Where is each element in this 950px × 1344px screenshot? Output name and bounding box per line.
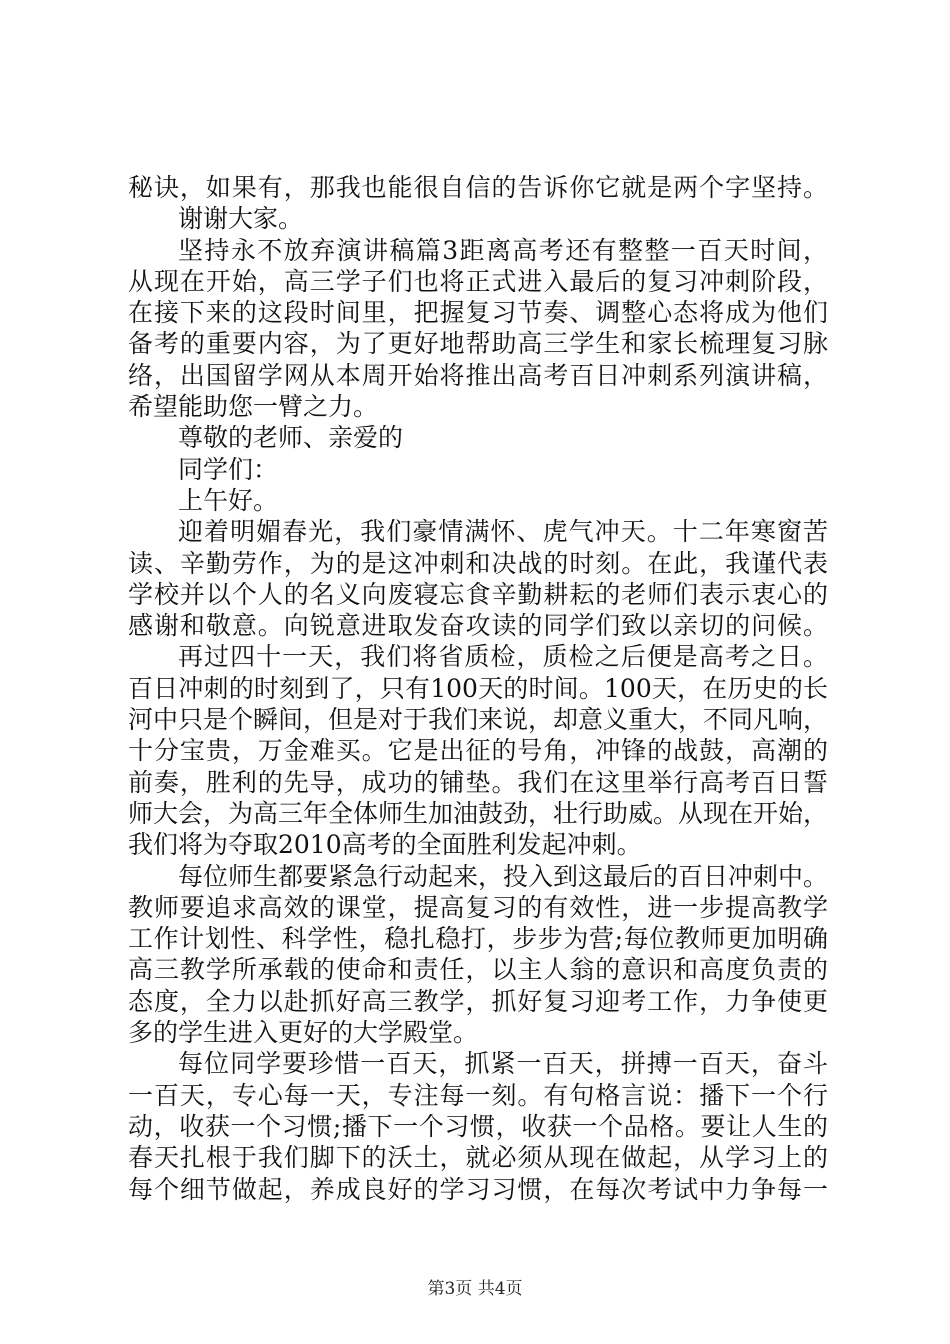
text-line: 从现在开始，高三学子们也将正式进入最后的复习冲刺阶段， [128, 266, 828, 296]
text-line: 一百天，专心每一天，专注每一刻。有句格言说：播下一个行 [128, 1080, 828, 1110]
text-line: 我们将为夺取2010高考的全面胜利发起冲刺。 [128, 830, 642, 860]
text-line: 在接下来的这段时间里，把握复习节奏、调整心态将成为他们 [128, 298, 828, 328]
text-line: 态度，全力以赴抓好高三教学，抓好复习迎考工作，力争使更 [128, 986, 828, 1016]
text-line: 教师要追求高效的课堂，提高复习的有效性，进一步提高教学 [128, 892, 828, 922]
text-line: 百日冲刺的时刻到了，只有100天的时间。100天，在历史的长 [128, 673, 828, 703]
text-line: 迎着明媚春光，我们豪情满怀、虎气冲天。十二年寒窗苦 [178, 517, 828, 547]
text-line: 高三教学所承载的使命和责任，以主人翁的意识和高度负责的 [128, 955, 828, 985]
text-line: 读、辛勤劳作，为的是这冲刺和决战的时刻。在此，我谨代表 [128, 548, 828, 578]
text-line: 春天扎根于我们脚下的沃土，就必须从现在做起，从学习上的 [128, 1143, 828, 1173]
text-line: 前奏，胜利的先导，成功的铺垫。我们在这里举行高考百日誓 [128, 767, 828, 797]
text-line: 尊敬的老师、亲爱的 [178, 423, 404, 453]
text-line: 再过四十一天，我们将省质检，质检之后便是高考之日。 [178, 642, 828, 672]
page-number: 第3页 共4页 [427, 1279, 523, 1299]
text-line: 每位师生都要紧急行动起来，投入到这最后的百日冲刺中。 [178, 861, 828, 891]
text-line: 动，收获一个习惯;播下一个习惯，收获一个品格。要让人生的 [128, 1111, 828, 1141]
text-line: 每位同学要珍惜一百天，抓紧一百天，拼搏一百天，奋斗 [178, 1049, 828, 1079]
document-body [128, 172, 828, 1205]
text-line: 师大会，为高三年全体师生加油鼓劲，壮行助威。从现在开始， [128, 798, 828, 828]
text-line: 每个细节做起，养成良好的学习习惯，在每次考试中力争每一 [128, 1174, 828, 1204]
text-line: 工作计划性、科学性，稳扎稳打，步步为营;每位教师更加明确 [128, 924, 828, 954]
text-line: 备考的重要内容，为了更好地帮助高三学生和家长梳理复习脉 [128, 329, 828, 359]
text-line: 十分宝贵，万金难买。它是出征的号角，冲锋的战鼓，高潮的 [128, 736, 828, 766]
text-line: 希望能助您一臂之力。 [128, 392, 379, 422]
text-line: 谢谢大家。 [178, 204, 304, 234]
text-line: 上午好。 [178, 485, 279, 515]
text-line: 感谢和敬意。向锐意进取发奋攻读的同学们致以亲切的问候。 [128, 611, 828, 641]
text-line: 秘诀，如果有，那我也能很自信的告诉你它就是两个字坚持。 [128, 173, 828, 202]
text-line: 坚持永不放弃演讲稿篇3距离高考还有整整一百天时间， [178, 235, 828, 265]
text-line: 多的学生进入更好的大学殿堂。 [128, 1018, 479, 1048]
text-line: 络，出国留学网从本周开始将推出高考百日冲刺系列演讲稿， [128, 360, 828, 390]
text-line: 同学们： [178, 454, 279, 484]
text-line: 学校并以个人的名义向废寝忘食辛勤耕耘的老师们表示衷心的 [128, 579, 828, 609]
text-line: 河中只是个瞬间，但是对于我们来说，却意义重大，不同凡响， [128, 705, 828, 735]
